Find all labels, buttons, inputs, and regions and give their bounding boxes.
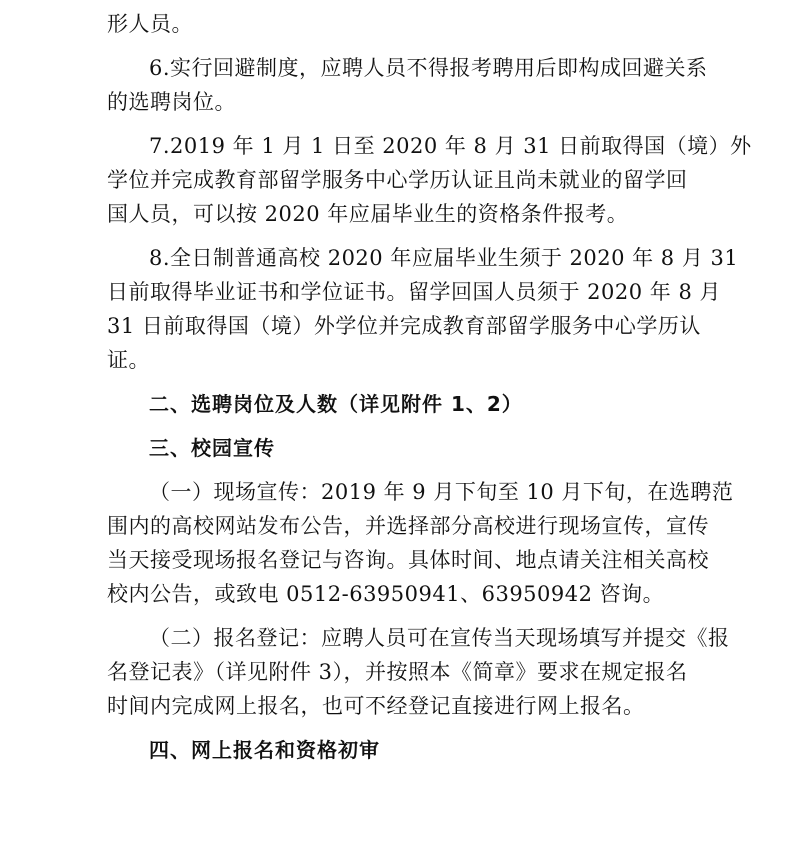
text-line: 名登记表》（详见附件 3），并按照本《简章》要求在规定报名: [107, 660, 688, 684]
text-line: 时间内完成网上报名，也可不经登记直接进行网上报名。: [107, 694, 645, 718]
text-line: 当天接受现场报名登记与咨询。具体时间、地点请关注相关高校: [107, 548, 709, 572]
paragraph-item-7: [0, 129, 752, 231]
paragraph-item-6: [0, 51, 708, 119]
text-line: 6.实行回避制度，应聘人员不得报考聘用后即构成回避关系: [149, 56, 708, 80]
section-heading-online-registration: 四、网上报名和资格初审: [149, 738, 380, 762]
text-line: 校内公告，或致电 0512-63950941、63950942 咨询。: [107, 582, 665, 606]
text-line: 日前取得毕业证书和学位证书。留学回国人员须于 2020 年 8 月: [107, 280, 722, 304]
text-line: 围内的高校网站发布公告，并选择部分高校进行现场宣传，宣传: [107, 514, 709, 538]
section-heading-campus-promotion: 三、校园宣传: [149, 436, 275, 460]
section-heading-positions: 二、选聘岗位及人数（详见附件 1、2）: [149, 392, 523, 416]
text-line: 8.全日制普通高校 2020 年应届毕业生须于 2020 年 8 月 31: [149, 246, 739, 270]
text-line: 国人员，可以按 2020 年应届毕业生的资格条件报考。: [107, 202, 629, 226]
text-line: 证。: [107, 348, 150, 372]
paragraph-item-8: [0, 241, 739, 377]
text-line: 学位并完成教育部留学服务中心学历认证且尚未就业的留学回: [107, 168, 688, 192]
text-line: 的选聘岗位。: [107, 90, 236, 114]
text-line: （一）现场宣传：2019 年 9 月下旬至 10 月下旬，在选聘范: [149, 480, 734, 504]
paragraph-item-5-tail: [0, 7, 700, 41]
text-line: 形人员。: [107, 12, 193, 36]
subsection-registration: [0, 621, 730, 723]
text-line: （二）报名登记：应聘人员可在宣传当天现场填写并提交《报: [149, 626, 730, 650]
subsection-onsite-promotion: [0, 475, 734, 611]
text-line: 7.2019 年 1 月 1 日至 2020 年 8 月 31 日前取得国（境）外: [149, 134, 752, 158]
text-line: 31 日前取得国（境）外学位并完成教育部留学服务中心学历认: [107, 314, 701, 338]
